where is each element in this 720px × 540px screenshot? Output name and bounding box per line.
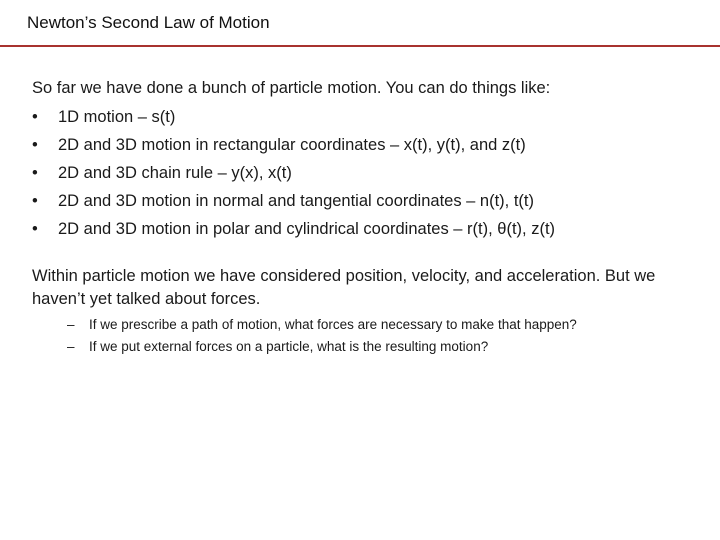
bullet-icon: • <box>32 136 38 154</box>
dash-icon: – <box>67 317 75 332</box>
bullet-icon: • <box>32 192 38 210</box>
list-item-text: 1D motion – s(t) <box>58 108 176 126</box>
intro-paragraph: So far we have done a bunch of particle motion. You can do things like: <box>32 79 551 97</box>
list-item-text: 2D and 3D motion in rectangular coordinates – x(t), y(t), and z(t) <box>58 136 526 154</box>
list-item <box>32 190 692 213</box>
slide-body <box>32 77 692 359</box>
dash-icon: – <box>67 339 75 354</box>
sub-list-item-text: If we prescribe a path of motion, what forces are necessary to make that happen? <box>89 317 577 332</box>
bullet-icon: • <box>32 108 38 126</box>
sub-list-item <box>32 315 692 334</box>
bullet-icon: • <box>32 220 38 238</box>
bullet-icon: • <box>32 164 38 182</box>
forces-paragraph: Within particle motion we have considered position, velocity, and acceleration. But we haven’t yet talked about forces. <box>32 267 656 308</box>
list-item-text: 2D and 3D chain rule – y(x), x(t) <box>58 164 292 182</box>
title-divider <box>0 45 720 47</box>
sub-list-item-text: If we put external forces on a particle, what is the resulting motion? <box>89 339 489 354</box>
motion-types-list <box>32 106 692 241</box>
forces-questions-list <box>32 315 692 356</box>
list-item-text: 2D and 3D motion in normal and tangential coordinates – n(t), t(t) <box>58 192 535 210</box>
list-item <box>32 162 692 185</box>
list-item <box>32 134 692 157</box>
list-item <box>32 106 692 129</box>
list-item-text: 2D and 3D motion in polar and cylindrical coordinates – r(t), θ(t), z(t) <box>58 220 556 238</box>
slide-title: Newton’s Second Law of Motion <box>27 13 270 32</box>
sub-list-item <box>32 337 692 356</box>
list-item <box>32 218 692 241</box>
